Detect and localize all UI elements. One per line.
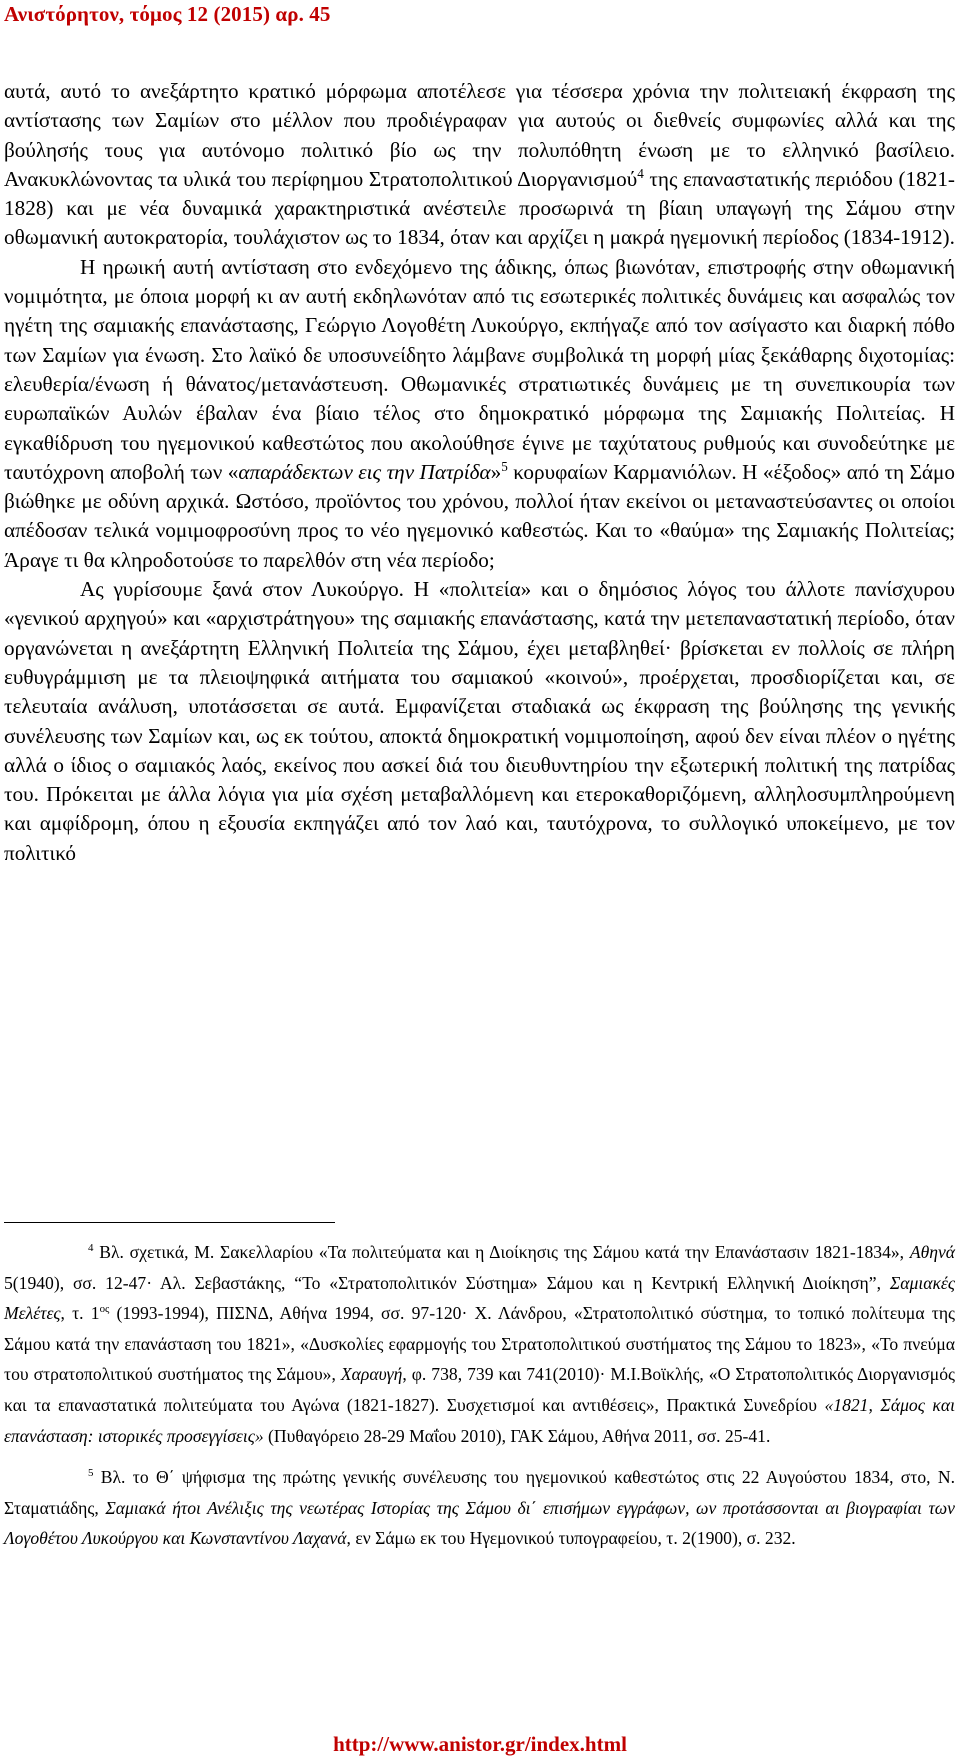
footnote-4-text-d: (1993-1994), ΠΙΣΝΔ, Αθήνα 1994, σσ. 97-120· Χ. Λάνδρου, «Στρατοπολιτικό σύστημα, το τοπικό πολίτευμα της Σάμου κατά την επανάσταση του 1821», «Δυσκολίες εφαρμογής του Στρατοπολιτικού συστήματος της Σάμου το 1823», «Το πνεύμα του στρατοπολιτικού συστήματος της Σάμου», [4, 1303, 955, 1385]
footnote-ref-4: 4 [637, 165, 644, 181]
footnote-4-text-a: Βλ. σχετικά, Μ. Σακελλαρίου «Τα πολιτεύματα και η Διοίκησις της Σάμου κατά την Επανάστασιν 1821-1834», [93, 1242, 910, 1262]
paragraph-1-text-b: της επαναστατικής περιόδου (1821-1828) και με νέα δυναμικά χαρακτηριστικά ανέστειλε προσωρινά τη βίαιη υπαγωγή της Σάμου στην οθωμανική αυτοκρατορία, τουλάχιστον ως το 1834, όταν και αρχίζει η μακρά ηγεμονική περίοδος (1834-1912). [4, 166, 955, 250]
footnote-5-text-b: , εν Σάμω εκ του Ηγεμονικού τυπογραφείου, τ. 2(1900), σ. 232. [346, 1528, 796, 1549]
paragraph-3: Ας γυρίσουμε ξανά στον Λυκούργο. Η «πολιτεία» και ο δημόσιος λόγος του άλλοτε πανίσχυρου «γενικού αρχηγού» και «αρχιστράτηγου» της σαμιακής επανάστασης, κατά την μετεπαναστατική περίοδο, όταν οργανώνεται η ανεξάρτητη Ελληνική Πολιτεία της Σάμου, έχει μεταβληθεί· βρίσκεται εν πολλοίς σε πλήρη ευθυγράμμιση με τα πλειοψηφικά αιτήματα του σαμιακού «κοινού», προέρχεται, προσδιορίζεται και, σε τελευταία ανάλυση, υποτάσσεται σε αυτά. Εμφανίζεται σταδιακά ως έκφραση της βούλησης της γενικής συνέλευσης των Σαμίων και, ως εκ τούτου, αποκτά δημοκρατική νομιμοποίηση, αφού δεν είναι πλέον ο ηγέτης αλλά ο ίδιος ο σαμιακός λαός, εκείνος που ασκεί διά του διευθυντηρίου την εξωτερική πολιτική της πατρίδας του. Πρόκειται με άλλα λόγια για μία σχέση μεταβαλλόμενη και ετεροκαθοριζόμενη, αλληλοσυμπληρούμενη και αμφίδρομη, όπου η εξουσία εκπηγάζει από τον λαό και, ταυτόχρονα, το συλλογικό υποκείμενο, με τον πολιτικό [4, 577, 955, 865]
footnote-4-ordinal: ος [99, 1303, 110, 1316]
footnote-5-text-a: Βλ. το Θ΄ ψήφισμα της πρώτης γενικής συνέλευσης του ηγεμονικού καθεστώτος στις 22 Αυγούστου 1834, στο, Ν. Σταματιάδης, [4, 1467, 955, 1518]
footnote-4-newspaper: Χαραυγή [340, 1364, 403, 1385]
footnote-4-proceedings-title: «1821, Σάμος και επανάσταση: ιστορικές προσεγγίσεις» [4, 1394, 955, 1446]
footnote-separator [4, 1222, 335, 1223]
footnote-4-text-e: , φ. 738, 739 και 741(2010)· Μ.Ι.Βοϊκλής, «Ο Στρατοπολιτικός Διοργανισμός και τα επαναστατικά πολιτεύματα του Αγώνα (1821-1827). Συσχετισμοί και αντιθέσεις», Πρακτικά Συνεδρίου [4, 1364, 955, 1415]
footer-url: http://www.anistor.gr/index.html [333, 1732, 627, 1756]
footnote-4-journal-athina: Αθηνά [909, 1242, 955, 1262]
footnote-4-number: 4 [88, 1242, 94, 1255]
paragraph-2-text-a: Η ηρωική αυτή αντίσταση στο ενδεχόμενο της άδικης, όπως βιωνόταν, επιστροφής στην οθωμανική νομιμότητα, με όποια μορφή κι αν αυτή εκδηλωνόταν από τις εσωτερικές πολιτικές δυνάμεις και ασφαλώς τον ηγέτη της σαμιακής επανάστασης, Γεώργιο Λογοθέτη Λυκούργο, εκπήγαζε από τον ασίγαστο και διαρκή πόθο των Σαμίων για ένωση. Στο λαϊκό δε υποσυνείδητο λάμβανε συμβολικά τη μορφή μίας ξεκάθαρης διχοτομίας: ελευθερία/ένωση ή θάνατος/μετανάστευση. Οθωμανικές στρατιωτικές δυνάμεις με τη συνεπικουρία των ευρωπαϊκών Αυλών έβαλαν ένα βίαιο τέλος στο δημοκρατικό μόρφωμα της Σαμιακής Πολιτείας. Η εγκαθίδρυση του ηγεμονικού καθεστώτος που ακολούθησε έγινε με ταχύτατους ρυθμούς και συνοδεύτηκε με ταυτόχρονη αποβολή των « [4, 254, 955, 484]
footnote-5 [4, 1462, 955, 1554]
footnote-4-text-f: (Πυθαγόρειο 28-29 Μαΐου 2010), ΓΑΚ Σάμου, Αθήνα 2011, σσ. 25-41. [263, 1425, 771, 1446]
footnote-ref-5: 5 [501, 458, 508, 474]
footnote-5-number: 5 [88, 1467, 94, 1480]
paragraph-1-text-a: αυτά, αυτό το ανεξάρτητο κρατικό μόρφωμα αποτέλεσε για τέσσερα χρόνια την πολιτειακή έκφραση της αντίστασης των Σαμίων στο μέλλον που προδιέγραφαν για αυτούς οι διεθνείς συμφωνίες αλλά και της βούλησής τους για αυτόνομο πολιτικό βίο ως την πολυπόθητη ένωση με το ελληνικό βασίλειο. Ανακυκλώνοντας τα υλικά του περίφημου Στρατοπολιτικού Διοργανισμού [4, 79, 955, 191]
journal-header: Ανιστόρητον, τόμος 12 (2015) αρ. 45 [4, 2, 331, 26]
quoted-phrase: απαράδεκτων εις την Πατρίδα [238, 459, 491, 484]
footnotes [4, 1237, 955, 1554]
closing-quote: » [490, 459, 502, 484]
footnote-5-book-title: Σαμιακά ήτοι Ανέλιξις της νεωτέρας Ιστορίας της Σάμου δι΄ επισήμων εγγράφων, ων προτάσσονται αι βιογραφίαι των Λογοθέτου Λυκούργου και Κωνσταντίνου Λαχανά [4, 1497, 955, 1549]
paragraph-2 [4, 253, 955, 575]
paragraph-1 [4, 77, 955, 253]
footnote-4-text-b: 5(1940), σσ. 12-47· Αλ. Σεβαστάκης, “Το «Στρατοπολιτικόν Σύστημα» Σάμου και η Κεντρική Ελληνική Διοίκηση”, [4, 1272, 890, 1293]
article-body [4, 77, 955, 868]
footnote-4-journal-samiakes: Σαμιακές Μελέτες [4, 1272, 955, 1324]
footnote-4 [4, 1237, 955, 1451]
footnote-4-text-c: , τ. 1 [60, 1303, 100, 1324]
paragraph-2-text-b: κορυφαίων Καρμανιόλων. Η «έξοδος» από τη Σάμο βιώθηκε με οδύνη αρχικά. Ωστόσο, προϊόντος του χρόνου, πολλοί ήταν εκείνοι οι μεταναστεύσαντες οι οποίοι απέδοσαν τελικά νομιμοφροσύνη προς το νέο ηγεμονικό καθεστώς. Και το «θαύμα» της Σαμιακής Πολιτείας; Άραγε τι θα κληροδοτούσε το παρελθόν στη νέα περίοδο; [4, 459, 955, 572]
